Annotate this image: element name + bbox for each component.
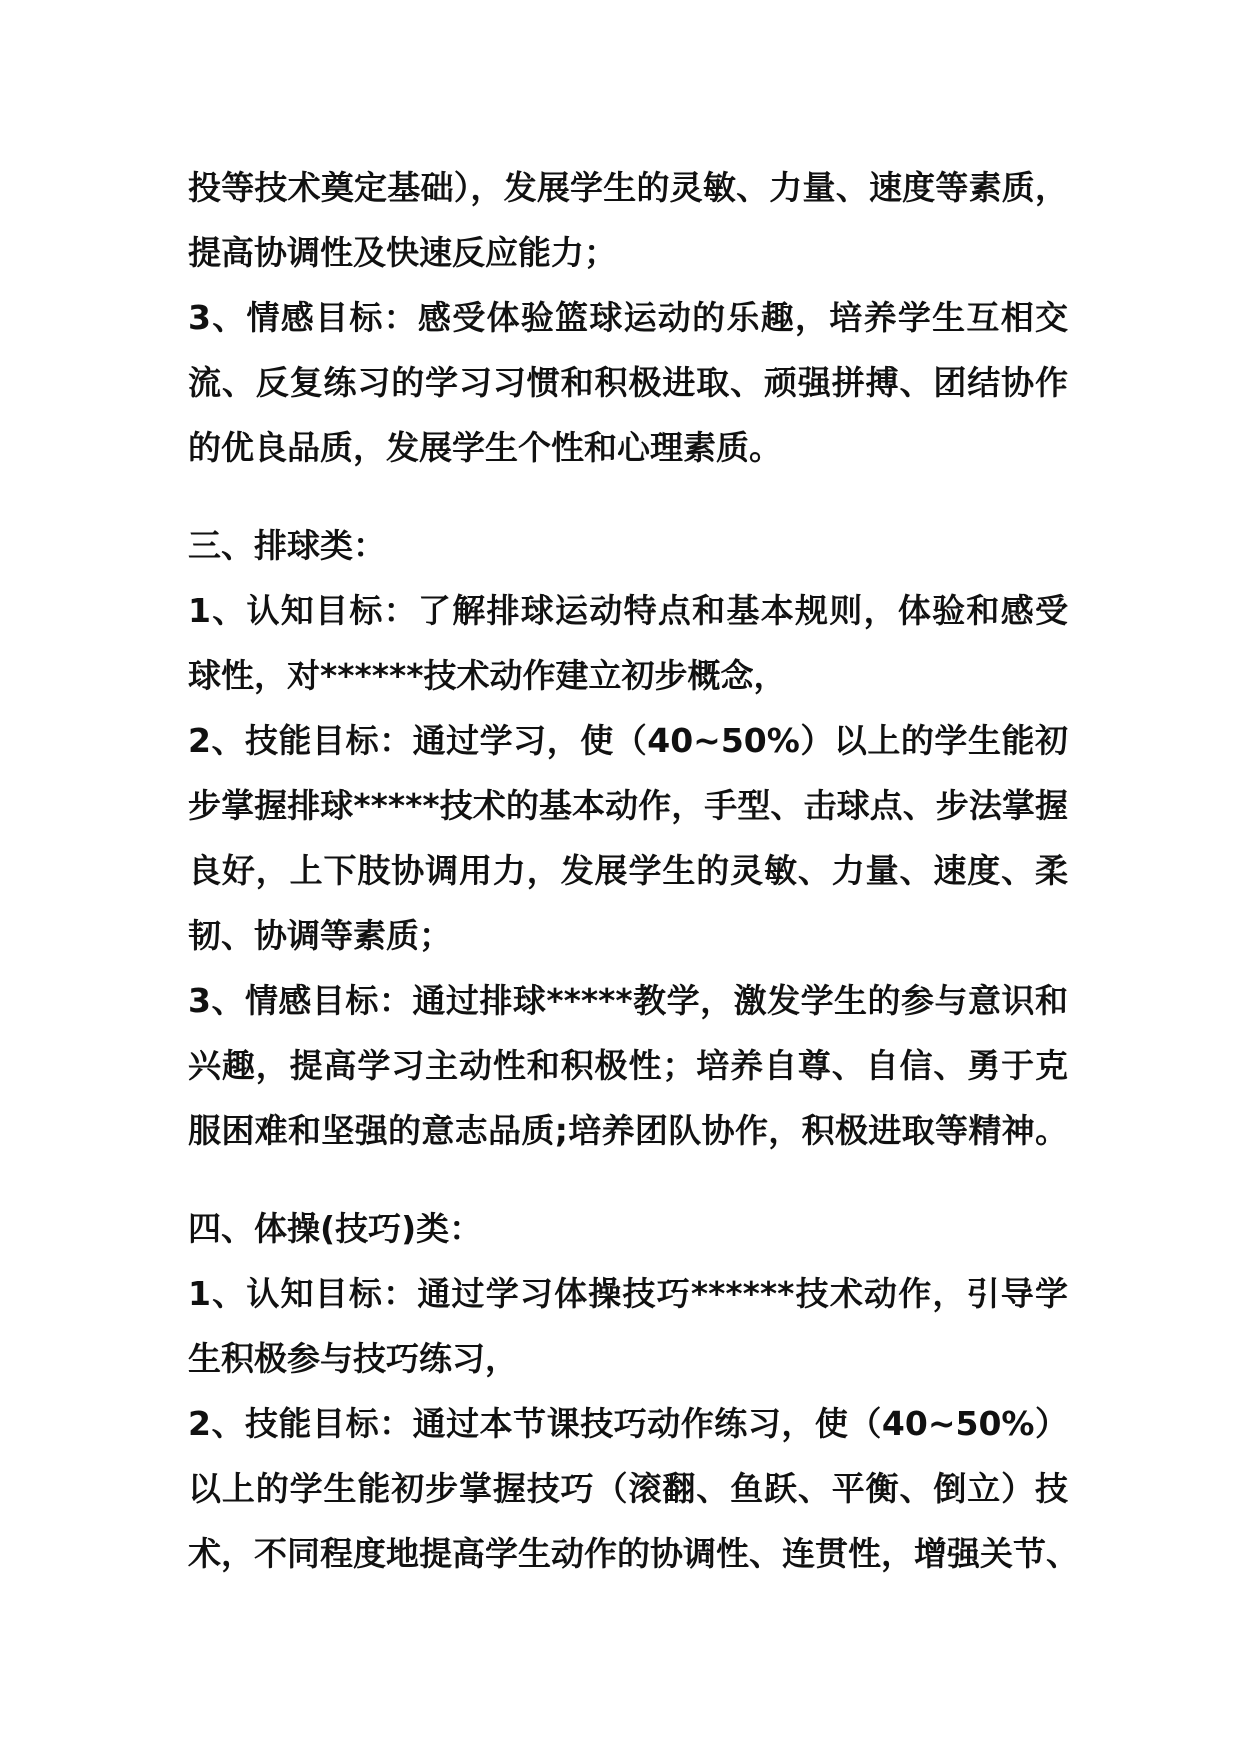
text-line: 投等技术奠定基础），发展学生的灵敏、力量、速度等素质， [188, 168, 1068, 207]
text-line: 1、认知目标：了解排球运动特点和基本规则，体验和感受 [188, 591, 1068, 630]
text-line: 3、情感目标：感受体验篮球运动的乐趣，培养学生互相交 [188, 298, 1068, 337]
text-line: 的优良品质，发展学生个性和心理素质。 [188, 428, 782, 467]
section-gap [188, 1163, 1068, 1196]
section-continued [188, 155, 1068, 480]
text-line: 兴趣，提高学习主动性和积极性；培养自尊、自信、勇于克 [188, 1046, 1068, 1085]
text-line: 韧、协调等素质； [188, 916, 452, 955]
document-page [188, 155, 1079, 1586]
text-line: 服困难和坚强的意志品质;培养团队协作，积极进取等精神。 [188, 1111, 1068, 1150]
text-line: 提高协调性及快速反应能力； [188, 233, 617, 272]
section-gymnastics [188, 1196, 1079, 1586]
text-line: 流、反复练习的学习习惯和积极进取、顽强拼搏、团结协作 [188, 363, 1068, 402]
section-heading: 四、体操(技巧)类： [188, 1209, 483, 1248]
text-line: 3、情感目标：通过排球*****教学，激发学生的参与意识和 [188, 981, 1068, 1020]
text-line: 球性，对******技术动作建立初步概念， [188, 656, 787, 695]
text-line: 良好，上下肢协调用力，发展学生的灵敏、力量、速度、柔 [188, 851, 1068, 890]
text-line: 1、认知目标：通过学习体操技巧******技术动作，引导学 [188, 1274, 1068, 1313]
text-line: 生积极参与技巧练习， [188, 1339, 518, 1378]
text-line: 术，不同程度地提高学生动作的协调性、连贯性，增强关节、 [188, 1534, 1079, 1573]
text-line: 2、技能目标：通过本节课技巧动作练习，使（40~50%） [188, 1404, 1068, 1443]
text-line: 以上的学生能初步掌握技巧（滚翻、鱼跃、平衡、倒立）技 [188, 1469, 1068, 1508]
section-heading: 三、排球类： [188, 526, 386, 565]
section-gap [188, 480, 1068, 513]
text-line: 步掌握排球*****技术的基本动作，手型、击球点、步法掌握 [188, 786, 1068, 825]
section-volleyball [188, 513, 1068, 1163]
text-line: 2、技能目标：通过学习，使（40~50%）以上的学生能初 [188, 721, 1068, 760]
